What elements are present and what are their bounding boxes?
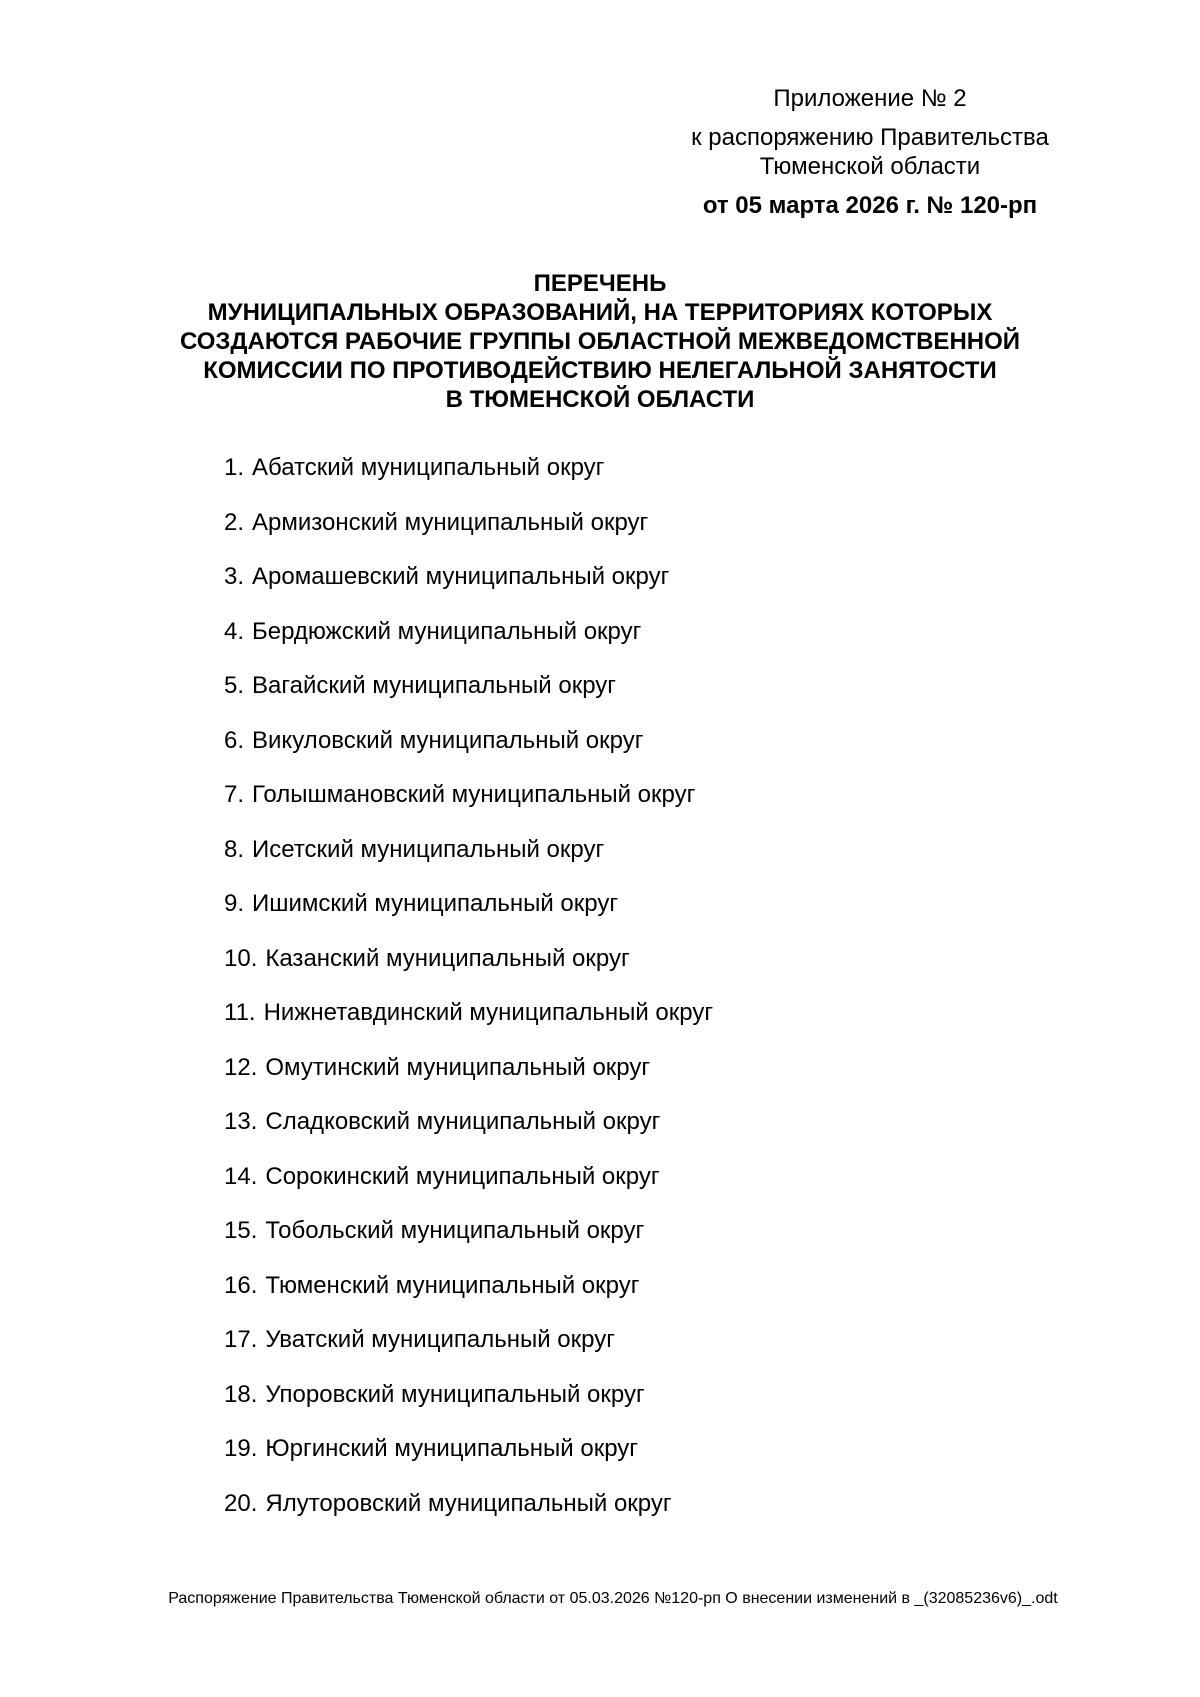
list-item-name: Сладковский муниципальный округ xyxy=(265,1108,661,1135)
list-item xyxy=(224,835,713,890)
list-item-number: 9. xyxy=(224,890,245,917)
list-item-number: 8. xyxy=(224,835,245,863)
list-item-number: 7. xyxy=(224,781,245,808)
document-heading xyxy=(150,269,1050,414)
list-item xyxy=(224,562,713,617)
list-item-name: Абатский муниципальный округ xyxy=(252,454,605,481)
list-item-name: Ишимский муниципальный округ xyxy=(252,890,619,917)
list-item-number: 10. xyxy=(224,944,258,972)
list-item-number: 13. xyxy=(224,1108,258,1135)
list-item-number: 2. xyxy=(224,508,245,536)
list-item xyxy=(224,453,713,508)
list-item-name: Аромашевский муниципальный округ xyxy=(252,563,670,590)
list-item-name: Тобольский муниципальный округ xyxy=(265,1217,645,1244)
list-item-number: 17. xyxy=(224,1326,258,1353)
annex-to-line-1: к распоряжению Правительства xyxy=(691,124,1049,151)
list-item-name: Викуловский муниципальный округ xyxy=(252,726,644,754)
list-item xyxy=(224,1434,713,1489)
list-item xyxy=(224,1053,713,1108)
list-item-name: Казанский муниципальный округ xyxy=(265,944,630,972)
list-item-name: Сорокинский муниципальный округ xyxy=(265,1162,660,1190)
list-item xyxy=(224,889,713,944)
list-item-number: 16. xyxy=(224,1271,258,1299)
list-item-name: Омутинский муниципальный округ xyxy=(265,1053,651,1081)
list-item-name: Нижнетавдинский муниципальный округ xyxy=(263,999,714,1026)
annex-to-line-2: Тюменской области xyxy=(759,153,981,180)
heading-line-2: МУНИЦИПАЛЬНЫХ ОБРАЗОВАНИЙ, НА ТЕРРИТОРИЯХ КОТОРЫХ xyxy=(207,299,993,326)
list-item xyxy=(224,1162,713,1217)
list-item-number: 15. xyxy=(224,1217,258,1244)
list-item-name: Тюменский муниципальный округ xyxy=(265,1271,640,1299)
list-item-number: 12. xyxy=(224,1053,258,1081)
list-item xyxy=(224,1107,713,1162)
list-item xyxy=(224,671,713,726)
list-item xyxy=(224,508,713,563)
list-item-number: 5. xyxy=(224,672,245,699)
heading-line-3: СОЗДАЮТСЯ РАБОЧИЕ ГРУППЫ ОБЛАСТНОЙ МЕЖВЕДОМСТВЕННОЙ xyxy=(179,328,1021,355)
annex-date: от 05 марта 2026 г. № 120-рп xyxy=(702,192,1038,219)
list-item xyxy=(224,1380,713,1435)
list-item-number: 11. xyxy=(224,999,256,1026)
list-item xyxy=(224,944,713,999)
list-item-name: Уватский муниципальный округ xyxy=(265,1326,615,1353)
list-item-number: 20. xyxy=(224,1489,258,1517)
list-item-name: Исетский муниципальный округ xyxy=(252,835,605,863)
list-item xyxy=(224,1325,713,1380)
list-item-number: 6. xyxy=(224,726,245,754)
document-footer: Распоряжение Правительства Тюменской области от 05.03.2026 №120-рп О внесении изменений в _(32085236v6)_.odt xyxy=(168,1590,1058,1607)
list-item-name: Юргинский муниципальный округ xyxy=(265,1435,639,1462)
list-item xyxy=(224,1216,713,1271)
list-item xyxy=(224,617,713,672)
heading-line-4: КОМИССИИ ПО ПРОТИВОДЕЙСТВИЮ НЕЛЕГАЛЬНОЙ ЗАНЯТОСТИ xyxy=(203,357,997,384)
list-item-number: 3. xyxy=(224,563,245,590)
list-item-name: Бердюжский муниципальный округ xyxy=(252,617,642,645)
heading-line-1: ПЕРЕЧЕНЬ xyxy=(533,270,667,297)
list-item xyxy=(224,780,713,835)
annex-title: Приложение № 2 xyxy=(773,85,967,112)
municipality-list xyxy=(224,453,713,1543)
list-item-name: Голышмановский муниципальный округ xyxy=(252,781,696,808)
annex-block xyxy=(660,84,1080,220)
list-item xyxy=(224,1271,713,1326)
list-item xyxy=(224,998,713,1053)
list-item-name: Вагайский муниципальный округ xyxy=(252,672,617,699)
list-item xyxy=(224,726,713,781)
list-item-number: 18. xyxy=(224,1380,258,1408)
list-item-name: Упоровский муниципальный округ xyxy=(265,1380,645,1408)
list-item-number: 4. xyxy=(224,617,245,645)
list-item-number: 14. xyxy=(224,1162,258,1190)
list-item-number: 19. xyxy=(224,1435,258,1462)
list-item-name: Армизонский муниципальный округ xyxy=(252,508,649,536)
list-item-name: Ялуторовский муниципальный округ xyxy=(265,1489,672,1517)
list-item-number: 1. xyxy=(224,454,245,481)
list-item xyxy=(224,1489,713,1544)
heading-line-5: В ТЮМЕНСКОЙ ОБЛАСТИ xyxy=(445,386,755,413)
